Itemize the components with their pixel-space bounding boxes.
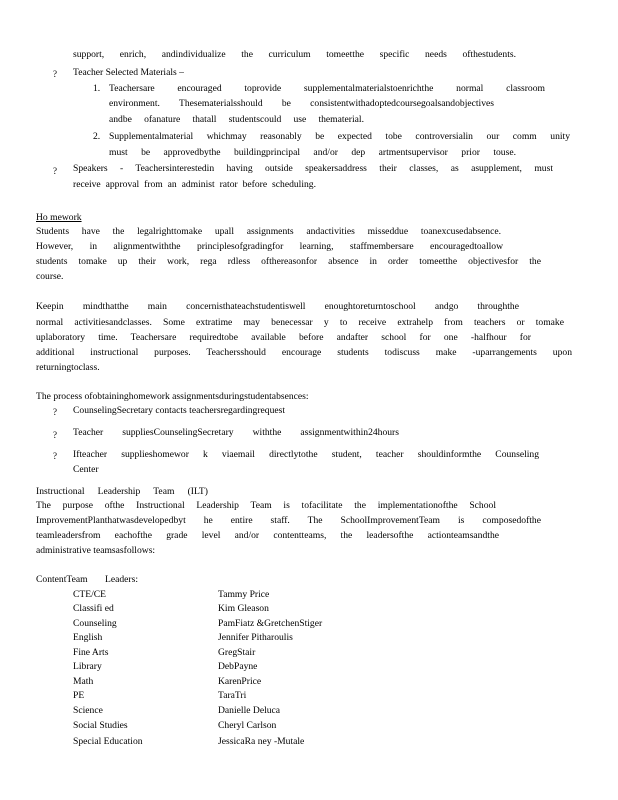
subject-label: PE bbox=[73, 690, 85, 701]
text-line: administrative teamsasfollows: bbox=[36, 545, 156, 556]
section-heading: ContentTeam Leaders: bbox=[36, 574, 138, 585]
list-item: Teacher suppliesCounselingSecretary withthe assignmentwithin24hours bbox=[73, 427, 399, 438]
list-item: CounselingSecretary contacts teachersregardingrequest bbox=[73, 405, 286, 416]
list-number: 2. bbox=[93, 131, 101, 142]
subject-label: Library bbox=[73, 661, 102, 672]
subject-label: Social Studies bbox=[73, 720, 128, 731]
text-line: students tomake up their work, rega rdless ofthereasonfor absence in order tomeetthe objectivesfor the bbox=[36, 256, 541, 267]
text-line: andbe ofanature thatall studentscould use thematerial. bbox=[109, 114, 364, 125]
text-line: The purpose ofthe Instructional Leadership Team is tofacilitate the implementationofthe School bbox=[36, 500, 496, 511]
subject-label: CTE/CE bbox=[73, 589, 107, 600]
text-line: support, enrich, andindividualize the curriculum tomeetthe specific needs ofthestudents. bbox=[73, 49, 516, 60]
leader-name: JessicaRa ney -Mutale bbox=[218, 736, 305, 747]
text-line: Keepin mindthatthe main concernisthateachstudentiswell enoughtoreturntoschool andgo throughthe bbox=[36, 301, 519, 312]
text-line: teamleadersfrom eachofthe grade level and/or contentteams, the leadersofthe actionteamsandthe bbox=[36, 530, 499, 541]
subject-label: Counseling bbox=[73, 618, 117, 629]
text-line: normal activitiesandclasses. Some extratime may benecessar y to receive extrahelp from teachers or tomake bbox=[36, 317, 564, 328]
text-line: The process ofobtaininghomework assignmentsduringstudentabsences: bbox=[36, 391, 309, 402]
leader-name: DebPayne bbox=[218, 661, 258, 672]
bullet-icon: ? bbox=[53, 430, 57, 440]
text-line: environment. Thesematerialsshould be consistentwithadoptedcoursegoalsandobjectives bbox=[109, 98, 494, 109]
list-item-label: Teacher Selected Materials – bbox=[73, 67, 184, 78]
bullet-icon: ? bbox=[53, 407, 57, 417]
leader-name: Jennifer Pitharoulis bbox=[218, 632, 293, 643]
text-line: Teachersare encouraged toprovide supplementalmaterialstoenrichthe normal classroom bbox=[109, 83, 545, 94]
list-item: Center bbox=[73, 464, 99, 475]
text-line: Students have the legalrighttomake upall assignments andactivities misseddue toanexcusedabsence. bbox=[36, 226, 501, 237]
leader-name: Tammy Price bbox=[218, 589, 270, 600]
list-item: Ifteacher supplieshomewor k viaemail directlytothe student, teacher shouldinformthe Counseling bbox=[73, 449, 539, 460]
text-line: However, in alignmentwiththe principlesofgradingfor learning, staffmembersare encouragedtoallow bbox=[36, 241, 503, 252]
text-line: Speakers - Teachersinterestedin having outside speakersaddress their classes, as asupplement, must bbox=[73, 163, 553, 174]
text-line: Supplementalmaterial whichmay reasonably be expected tobe controversialin our comm unity bbox=[109, 131, 570, 142]
text-line: returningtoclass. bbox=[36, 362, 100, 373]
subject-label: Special Education bbox=[73, 736, 143, 747]
text-line: receive approval from an administ rator before scheduling. bbox=[73, 179, 316, 190]
leader-name: KarenPrice bbox=[218, 676, 262, 687]
text-line: ImprovementPlanthatwasdevelopedbyt he entire staff. The SchoolImprovementTeam is composedofthe bbox=[36, 515, 541, 526]
leader-name: TaraTri bbox=[218, 690, 247, 701]
section-heading: Instructional Leadership Team (ILT) bbox=[36, 486, 208, 497]
subject-label: Math bbox=[73, 676, 94, 687]
leader-name: GregStair bbox=[218, 647, 256, 658]
list-number: 1. bbox=[93, 83, 101, 94]
leader-name: PamFiatz &GretchenStiger bbox=[218, 618, 323, 629]
text-line: uplaboratory time. Teachersare requiredtobe available before andafter school for one -halfhour for bbox=[36, 332, 531, 343]
leader-name: Kim Gleason bbox=[218, 603, 269, 614]
subject-label: English bbox=[73, 632, 103, 643]
text-line: must be approvedbythe buildingprincipal and/or dep artmentsupervisor prior touse. bbox=[109, 147, 516, 158]
leader-name: Danielle Deluca bbox=[218, 705, 281, 716]
bullet-icon: ? bbox=[53, 69, 57, 79]
leader-name: Cheryl Carlson bbox=[218, 720, 277, 731]
subject-label: Science bbox=[73, 705, 103, 716]
text-line: course. bbox=[36, 271, 64, 282]
subject-label: Classifi ed bbox=[73, 603, 114, 614]
bullet-icon: ? bbox=[53, 166, 57, 176]
section-heading: Ho mework bbox=[36, 212, 82, 223]
bullet-icon: ? bbox=[53, 451, 57, 461]
text-line: additional instructional purposes. Teachersshould encourage students todiscuss make -uparrangements upon bbox=[36, 347, 572, 358]
subject-label: Fine Arts bbox=[73, 647, 109, 658]
